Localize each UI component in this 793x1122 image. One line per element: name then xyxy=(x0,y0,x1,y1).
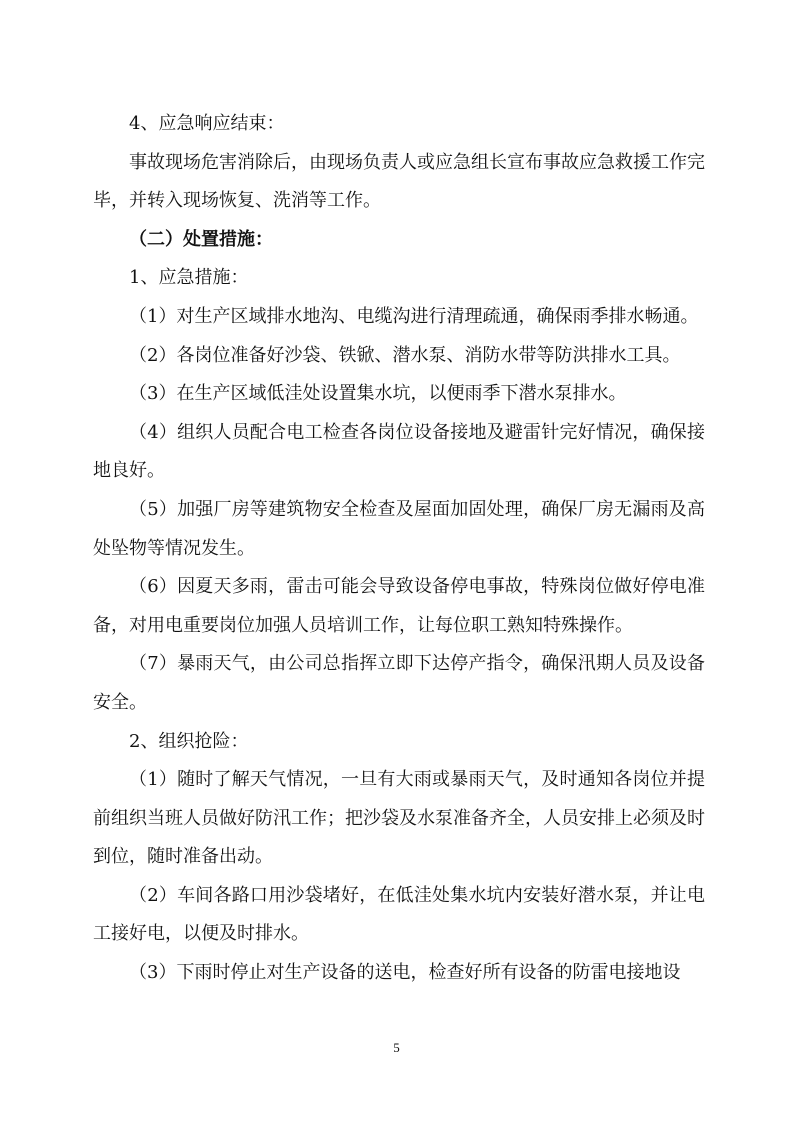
list-item-measure-2: （2）各岗位准备好沙袋、铁锨、潜水泵、消防水带等防洪排水工具。 xyxy=(129,344,681,366)
list-item-measure-1: （1）对生产区域排水地沟、电缆沟进行清理疏通，确保雨季排水畅通。 xyxy=(129,305,699,327)
heading-response-end: 4、应急响应结束： xyxy=(129,113,285,134)
section-heading-measures: （二）处置措施： xyxy=(129,228,273,250)
list-item-measure-7: （7）暴雨天气，由公司总指挥立即下达停产指令，确保汛期人员及设备安全。 xyxy=(93,653,705,713)
document-body xyxy=(93,105,705,993)
paragraph-response-end-body: 事故现场危害消除后，由现场负责人或应急组长宣布事故应急救援工作完毕，并转入现场恢复、洗消等工作。 xyxy=(93,151,705,212)
list-item-rescue-2: （2）车间各路口用沙袋堵好，在低洼处集水坑内安装好潜水泵，并让电工接好电，以便及时排水。 xyxy=(93,884,705,945)
heading-emergency-measures: 1、应急措施： xyxy=(129,267,249,289)
page-number: 5 xyxy=(393,1040,400,1055)
list-item-rescue-1: （1）随时了解天气情况，一旦有大雨或暴雨天气，及时通知各岗位并提前组织当班人员做好防汛工作；把沙袋及水泵准备齐全，人员安排上必须及时到位，随时准备出动。 xyxy=(93,769,705,868)
list-item-measure-6: （6）因夏天多雨，雷击可能会导致设备停电事故，特殊岗位做好停电准备，对用电重要岗位加强人员培训工作，让每位职工熟知特殊操作。 xyxy=(93,576,705,636)
heading-organize-rescue: 2、组织抢险： xyxy=(129,730,249,752)
list-item-measure-3: （3）在生产区域低洼处设置集水坑，以便雨季下潜水泵排水。 xyxy=(129,383,627,405)
list-item-rescue-3: （3）下雨时停止对生产设备的送电，检查好所有设备的防雷电接地设 xyxy=(129,962,681,984)
list-item-measure-4: （4）组织人员配合电工检查各岗位设备接地及避雷针完好情况，确保接地良好。 xyxy=(93,421,705,482)
list-item-measure-5: （5）加强厂房等建筑物安全检查及屋面加固处理，确保厂房无漏雨及高处坠物等情况发生。 xyxy=(93,498,705,559)
